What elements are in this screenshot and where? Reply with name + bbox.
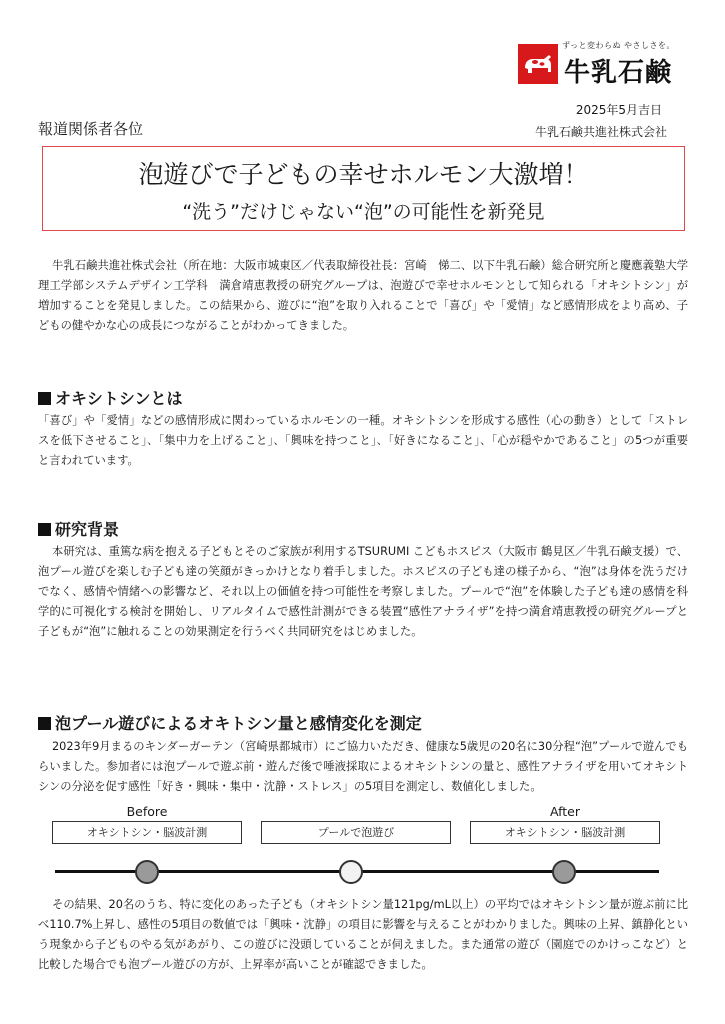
page-title: 泡遊びで子どもの幸せホルモン大激増！ xyxy=(138,160,589,189)
section-heading-oxytocin: オキシトシンとは xyxy=(38,386,182,409)
result-paragraph xyxy=(38,895,688,975)
title-box xyxy=(42,146,685,231)
logo-name: 牛乳石鹸 xyxy=(564,58,673,88)
intro-paragraph xyxy=(38,256,700,336)
logo-tagline: ずっと変わらぬ やさしさを。 xyxy=(562,41,676,50)
square-bullet-icon xyxy=(38,392,51,405)
cow-logo-icon xyxy=(518,44,558,84)
page-subtitle: “洗う”だけじゃない“泡”の可能性を新発見 xyxy=(182,201,545,223)
step-box-after: オキシトシン・脳波計測 xyxy=(470,821,660,844)
timeline-dot-after xyxy=(552,860,576,884)
section-body-background xyxy=(38,542,688,642)
square-bullet-icon xyxy=(38,717,51,730)
section-heading-measurement: 泡プール遊びによるオキトシン量と感情変化を測定 xyxy=(38,711,422,734)
company-name: 牛乳石鹸共進社株式会社 xyxy=(534,125,667,139)
square-bullet-icon xyxy=(38,523,51,536)
section-body-measurement xyxy=(38,737,688,797)
release-date: 2025年5月吉日 xyxy=(575,103,662,117)
timeline-dot-play xyxy=(339,860,363,884)
step-box-play: プールで泡遊び xyxy=(261,821,451,844)
section-text: 「喜び」や「愛情」などの感情形成に関わっているホルモンの一種。オキシトシンを形成する感性（心の動き）として「ストレスを低下させること」、「集中力を上げること」、「興味を持つこと」、「好きになること」、「心が穏やかであること」の5つが重要と言われています。 xyxy=(38,414,688,467)
intro-text: 牛乳石鹸共進社株式会社（所在地：大阪市城東区／代表取締役社長：宮崎 悌二、以下牛乳石鹸）総合研究所と慶應義塾大学 理工学部システムデザイン工学科 満倉靖恵教授の研究グループは、泡遊びで幸せホルモンとして知られる「オキシトシン」が増加することを発見しました。この結果から、遊びに“泡”を取り入れることで「喜び」や「愛情」など感情形成をより高め、子どもの健やかな心の成長につながることがわかってきました。 xyxy=(38,259,700,332)
after-label: After xyxy=(549,804,581,819)
step-box-before: オキシトシン・脳波計測 xyxy=(52,821,242,844)
timeline-dot-before xyxy=(135,860,159,884)
section-text: 本研究は、重篤な病を抱える子どもとそのご家族が利用するTSURUMI こどもホスピス（大阪市 鶴見区／牛乳石鹸支援）で、泡プール遊びを楽しむ子ども達の笑顔がきっかけとなり着手しました。ホスピスの子ども達の様子から、“泡”は身体を洗うだけでなく、感情や情緒への影響など、それ以上の価値を持つ可能性を考察しました。プールで“泡”を体験した子ども達の感情を科学的に可視化する検討を開始し、リアルタイムで感性計測ができる装置“感性アナライザ”を持つ満倉靖恵教授の研究グループと子どもが“泡”に触れることの効果測定を行うべく共同研究をはじめました。 xyxy=(38,545,688,638)
section-body-oxytocin xyxy=(38,411,688,471)
before-label: Before xyxy=(126,804,168,819)
company-logo xyxy=(518,38,693,88)
section-text: 2023年9月まるのキンダーガーテン（宮崎県都城市）にご協力いただき、健康な5歳児の20名に30分程“泡”プールで遊んでもらいました。参加者には泡プールで遊ぶ前・遊んだ後で唾液採取によるオキシトシンの量と、感性アナライザを用いてオキシトシンの分泌を促す感性「好き・興味・集中・沈静・ストレス」の5項目を測定し、数値化しました。 xyxy=(38,740,688,793)
result-text: その結果、20名のうち、特に変化のあった子ども（オキシトシン量121pg/mL以上）の平均ではオキシトシン量が遊ぶ前に比べ110.7%上昇し、感性の5項目の数値では「興味・沈静」の項目に影響を与えることがわかりました。興味の上昇、鎮静化という現象から子どものやる気があがり、この遊びに没頭していることが伺えました。また通常の遊び（園庭でのかけっこなど）と比較した場合でも泡プール遊びの方が、上昇率が高いことが確認できました。 xyxy=(38,898,688,971)
section-heading-background: 研究背景 xyxy=(38,517,119,540)
addressee: 報道関係者各位 xyxy=(38,120,144,138)
